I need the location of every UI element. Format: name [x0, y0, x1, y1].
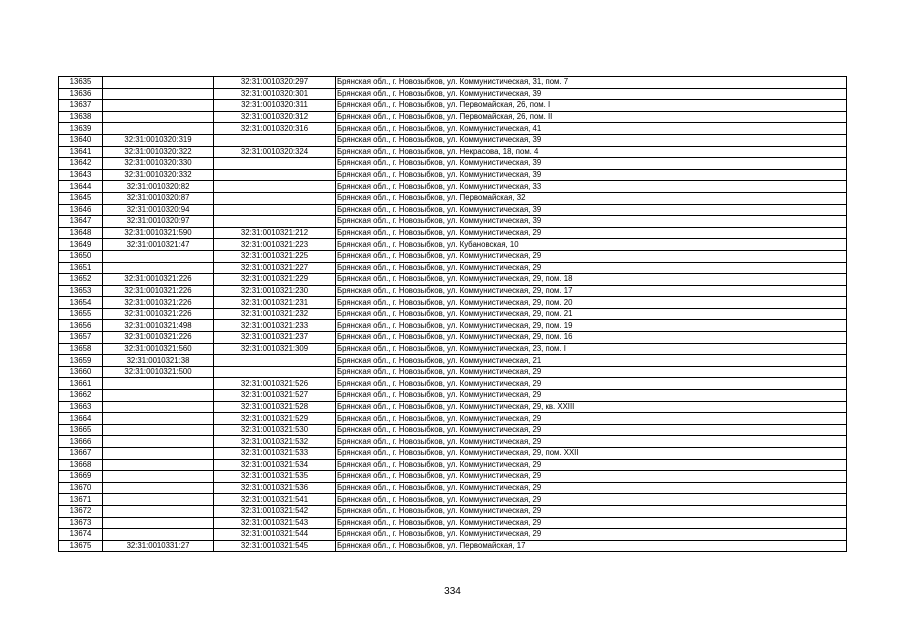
row-number-cell: 13664: [59, 413, 103, 425]
new-cadastral-number-cell: [214, 158, 336, 170]
table-row: [59, 448, 847, 460]
old-cadastral-number-cell: 32:31:0010320:87: [103, 192, 214, 204]
address-cell: Брянская обл., г. Новозыбков, ул. Кубановская, 10: [336, 239, 847, 251]
new-cadastral-number-cell: 32:31:0010321:529: [214, 413, 336, 425]
address-cell: Брянская обл., г. Новозыбков, ул. Коммунистическая, 29: [336, 436, 847, 448]
table-row: [59, 262, 847, 274]
old-cadastral-number-cell: 32:31:0010321:226: [103, 285, 214, 297]
address-cell: Брянская обл., г. Новозыбков, ул. Коммунистическая, 29: [336, 494, 847, 506]
new-cadastral-number-cell: 32:31:0010321:526: [214, 378, 336, 390]
new-cadastral-number-cell: 32:31:0010320:297: [214, 77, 336, 89]
address-cell: Брянская обл., г. Новозыбков, ул. Коммунистическая, 29: [336, 262, 847, 274]
old-cadastral-number-cell: [103, 436, 214, 448]
old-cadastral-number-cell: [103, 100, 214, 112]
table-row: [59, 529, 847, 541]
new-cadastral-number-cell: 32:31:0010320:324: [214, 146, 336, 158]
new-cadastral-number-cell: [214, 192, 336, 204]
row-number-cell: 13672: [59, 505, 103, 517]
old-cadastral-number-cell: [103, 471, 214, 483]
new-cadastral-number-cell: [214, 355, 336, 367]
old-cadastral-number-cell: [103, 123, 214, 135]
address-cell: Брянская обл., г. Новозыбков, ул. Коммунистическая, 41: [336, 123, 847, 135]
old-cadastral-number-cell: 32:31:0010321:38: [103, 355, 214, 367]
new-cadastral-number-cell: 32:31:0010321:534: [214, 459, 336, 471]
new-cadastral-number-cell: 32:31:0010321:533: [214, 448, 336, 460]
address-cell: Брянская обл., г. Новозыбков, ул. Коммунистическая, 39: [336, 158, 847, 170]
address-cell: Брянская обл., г. Новозыбков, ул. Коммунистическая, 29, пом. 20: [336, 297, 847, 309]
new-cadastral-number-cell: 32:31:0010320:312: [214, 111, 336, 123]
new-cadastral-number-cell: 32:31:0010321:541: [214, 494, 336, 506]
address-cell: Брянская обл., г. Новозыбков, ул. Первомайская, 26, пом. I: [336, 100, 847, 112]
address-cell: Брянская обл., г. Новозыбков, ул. Коммунистическая, 29: [336, 529, 847, 541]
row-number-cell: 13658: [59, 343, 103, 355]
row-number-cell: 13671: [59, 494, 103, 506]
new-cadastral-number-cell: [214, 216, 336, 228]
table-row: [59, 413, 847, 425]
table-row: [59, 204, 847, 216]
new-cadastral-number-cell: 32:31:0010321:544: [214, 529, 336, 541]
table-row: [59, 77, 847, 89]
row-number-cell: 13635: [59, 77, 103, 89]
old-cadastral-number-cell: [103, 111, 214, 123]
old-cadastral-number-cell: [103, 88, 214, 100]
old-cadastral-number-cell: [103, 529, 214, 541]
old-cadastral-number-cell: 32:31:0010320:97: [103, 216, 214, 228]
address-cell: Брянская обл., г. Новозыбков, ул. Некрасова, 18, пом. 4: [336, 146, 847, 158]
row-number-cell: 13656: [59, 320, 103, 332]
row-number-cell: 13670: [59, 482, 103, 494]
new-cadastral-number-cell: [214, 366, 336, 378]
old-cadastral-number-cell: 32:31:0010321:226: [103, 297, 214, 309]
row-number-cell: 13648: [59, 227, 103, 239]
old-cadastral-number-cell: [103, 517, 214, 529]
address-cell: Брянская обл., г. Новозыбков, ул. Коммунистическая, 39: [336, 216, 847, 228]
table-row: [59, 146, 847, 158]
new-cadastral-number-cell: [214, 134, 336, 146]
old-cadastral-number-cell: [103, 424, 214, 436]
registry-table-body: [59, 77, 847, 552]
old-cadastral-number-cell: [103, 250, 214, 262]
table-row: [59, 274, 847, 286]
new-cadastral-number-cell: 32:31:0010320:311: [214, 100, 336, 112]
address-cell: Брянская обл., г. Новозыбков, ул. Коммунистическая, 39: [336, 134, 847, 146]
table-row: [59, 320, 847, 332]
address-cell: Брянская обл., г. Новозыбков, ул. Коммунистическая, 29: [336, 378, 847, 390]
row-number-cell: 13660: [59, 366, 103, 378]
old-cadastral-number-cell: 32:31:0010321:560: [103, 343, 214, 355]
new-cadastral-number-cell: 32:31:0010321:542: [214, 505, 336, 517]
old-cadastral-number-cell: [103, 77, 214, 89]
row-number-cell: 13642: [59, 158, 103, 170]
address-cell: Брянская обл., г. Новозыбков, ул. Коммунистическая, 39: [336, 169, 847, 181]
row-number-cell: 13675: [59, 540, 103, 552]
table-row: [59, 169, 847, 181]
table-row: [59, 355, 847, 367]
table-row: [59, 111, 847, 123]
table-row: [59, 332, 847, 344]
new-cadastral-number-cell: 32:31:0010321:543: [214, 517, 336, 529]
address-cell: Брянская обл., г. Новозыбков, ул. Коммунистическая, 29, кв. XXIII: [336, 401, 847, 413]
table-row: [59, 227, 847, 239]
address-cell: Брянская обл., г. Новозыбков, ул. Коммунистическая, 31, пом. 7: [336, 77, 847, 89]
row-number-cell: 13654: [59, 297, 103, 309]
row-number-cell: 13673: [59, 517, 103, 529]
table-row: [59, 471, 847, 483]
address-cell: Брянская обл., г. Новозыбков, ул. Первомайская, 32: [336, 192, 847, 204]
address-cell: Брянская обл., г. Новозыбков, ул. Коммунистическая, 29: [336, 517, 847, 529]
page-number: 334: [444, 586, 461, 597]
address-cell: Брянская обл., г. Новозыбков, ул. Коммунистическая, 29, пом. 21: [336, 308, 847, 320]
row-number-cell: 13659: [59, 355, 103, 367]
address-cell: Брянская обл., г. Новозыбков, ул. Коммунистическая, 29, пом. 19: [336, 320, 847, 332]
new-cadastral-number-cell: 32:31:0010321:231: [214, 297, 336, 309]
new-cadastral-number-cell: 32:31:0010321:530: [214, 424, 336, 436]
new-cadastral-number-cell: 32:31:0010321:528: [214, 401, 336, 413]
address-cell: Брянская обл., г. Новозыбков, ул. Коммунистическая, 39: [336, 204, 847, 216]
row-number-cell: 13636: [59, 88, 103, 100]
old-cadastral-number-cell: 32:31:0010320:82: [103, 181, 214, 193]
old-cadastral-number-cell: [103, 459, 214, 471]
new-cadastral-number-cell: 32:31:0010321:237: [214, 332, 336, 344]
row-number-cell: 13661: [59, 378, 103, 390]
table-row: [59, 424, 847, 436]
row-number-cell: 13657: [59, 332, 103, 344]
address-cell: Брянская обл., г. Новозыбков, ул. Коммунистическая, 29: [336, 366, 847, 378]
old-cadastral-number-cell: [103, 401, 214, 413]
new-cadastral-number-cell: 32:31:0010321:212: [214, 227, 336, 239]
address-cell: Брянская обл., г. Новозыбков, ул. Коммунистическая, 29: [336, 250, 847, 262]
table-row: [59, 192, 847, 204]
new-cadastral-number-cell: 32:31:0010321:309: [214, 343, 336, 355]
address-cell: Брянская обл., г. Новозыбков, ул. Коммунистическая, 29: [336, 505, 847, 517]
table-row: [59, 482, 847, 494]
row-number-cell: 13665: [59, 424, 103, 436]
row-number-cell: 13644: [59, 181, 103, 193]
table-row: [59, 134, 847, 146]
new-cadastral-number-cell: 32:31:0010321:229: [214, 274, 336, 286]
row-number-cell: 13640: [59, 134, 103, 146]
registry-table: [58, 76, 847, 552]
address-cell: Брянская обл., г. Новозыбков, ул. Коммунистическая, 23, пом. I: [336, 343, 847, 355]
old-cadastral-number-cell: 32:31:0010321:226: [103, 308, 214, 320]
old-cadastral-number-cell: 32:31:0010321:226: [103, 332, 214, 344]
row-number-cell: 13645: [59, 192, 103, 204]
table-row: [59, 250, 847, 262]
address-cell: Брянская обл., г. Новозыбков, ул. Коммунистическая, 29, пом. XXII: [336, 448, 847, 460]
row-number-cell: 13655: [59, 308, 103, 320]
new-cadastral-number-cell: 32:31:0010321:527: [214, 390, 336, 402]
address-cell: Брянская обл., г. Новозыбков, ул. Первомайская, 17: [336, 540, 847, 552]
row-number-cell: 13646: [59, 204, 103, 216]
row-number-cell: 13666: [59, 436, 103, 448]
row-number-cell: 13668: [59, 459, 103, 471]
new-cadastral-number-cell: 32:31:0010321:227: [214, 262, 336, 274]
new-cadastral-number-cell: [214, 169, 336, 181]
row-number-cell: 13651: [59, 262, 103, 274]
new-cadastral-number-cell: 32:31:0010321:545: [214, 540, 336, 552]
table-row: [59, 459, 847, 471]
new-cadastral-number-cell: 32:31:0010321:233: [214, 320, 336, 332]
old-cadastral-number-cell: 32:31:0010320:330: [103, 158, 214, 170]
table-row: [59, 216, 847, 228]
row-number-cell: 13650: [59, 250, 103, 262]
table-row: [59, 181, 847, 193]
table-row: [59, 517, 847, 529]
row-number-cell: 13663: [59, 401, 103, 413]
address-cell: Брянская обл., г. Новозыбков, ул. Коммунистическая, 29, пом. 16: [336, 332, 847, 344]
row-number-cell: 13647: [59, 216, 103, 228]
old-cadastral-number-cell: 32:31:0010321:47: [103, 239, 214, 251]
row-number-cell: 13639: [59, 123, 103, 135]
old-cadastral-number-cell: [103, 378, 214, 390]
row-number-cell: 13667: [59, 448, 103, 460]
address-cell: Брянская обл., г. Новозыбков, ул. Первомайская, 26, пом. II: [336, 111, 847, 123]
table-row: [59, 366, 847, 378]
old-cadastral-number-cell: 32:31:0010321:500: [103, 366, 214, 378]
table-row: [59, 378, 847, 390]
new-cadastral-number-cell: 32:31:0010321:535: [214, 471, 336, 483]
old-cadastral-number-cell: 32:31:0010321:226: [103, 274, 214, 286]
row-number-cell: 13653: [59, 285, 103, 297]
address-cell: Брянская обл., г. Новозыбков, ул. Коммунистическая, 33: [336, 181, 847, 193]
table-row: [59, 390, 847, 402]
old-cadastral-number-cell: [103, 494, 214, 506]
old-cadastral-number-cell: [103, 413, 214, 425]
table-row: [59, 343, 847, 355]
new-cadastral-number-cell: 32:31:0010320:301: [214, 88, 336, 100]
table-row: [59, 123, 847, 135]
address-cell: Брянская обл., г. Новозыбков, ул. Коммунистическая, 29, пом. 18: [336, 274, 847, 286]
address-cell: Брянская обл., г. Новозыбков, ул. Коммунистическая, 39: [336, 88, 847, 100]
row-number-cell: 13669: [59, 471, 103, 483]
old-cadastral-number-cell: [103, 262, 214, 274]
new-cadastral-number-cell: 32:31:0010321:532: [214, 436, 336, 448]
old-cadastral-number-cell: 32:31:0010331:27: [103, 540, 214, 552]
table-row: [59, 239, 847, 251]
table-row: [59, 308, 847, 320]
new-cadastral-number-cell: 32:31:0010321:230: [214, 285, 336, 297]
old-cadastral-number-cell: 32:31:0010320:94: [103, 204, 214, 216]
old-cadastral-number-cell: 32:31:0010320:319: [103, 134, 214, 146]
address-cell: Брянская обл., г. Новозыбков, ул. Коммунистическая, 21: [336, 355, 847, 367]
table-row: [59, 505, 847, 517]
new-cadastral-number-cell: 32:31:0010320:316: [214, 123, 336, 135]
row-number-cell: 13637: [59, 100, 103, 112]
old-cadastral-number-cell: [103, 390, 214, 402]
new-cadastral-number-cell: 32:31:0010321:225: [214, 250, 336, 262]
new-cadastral-number-cell: 32:31:0010321:536: [214, 482, 336, 494]
new-cadastral-number-cell: [214, 204, 336, 216]
table-row: [59, 401, 847, 413]
old-cadastral-number-cell: [103, 448, 214, 460]
old-cadastral-number-cell: 32:31:0010321:590: [103, 227, 214, 239]
old-cadastral-number-cell: 32:31:0010320:332: [103, 169, 214, 181]
row-number-cell: 13641: [59, 146, 103, 158]
table-row: [59, 88, 847, 100]
row-number-cell: 13674: [59, 529, 103, 541]
table-row: [59, 100, 847, 112]
table-row: [59, 158, 847, 170]
table-row: [59, 285, 847, 297]
table-row: [59, 540, 847, 552]
new-cadastral-number-cell: [214, 181, 336, 193]
address-cell: Брянская обл., г. Новозыбков, ул. Коммунистическая, 29: [336, 471, 847, 483]
address-cell: Брянская обл., г. Новозыбков, ул. Коммунистическая, 29: [336, 482, 847, 494]
row-number-cell: 13649: [59, 239, 103, 251]
row-number-cell: 13638: [59, 111, 103, 123]
row-number-cell: 13643: [59, 169, 103, 181]
old-cadastral-number-cell: [103, 505, 214, 517]
address-cell: Брянская обл., г. Новозыбков, ул. Коммунистическая, 29: [336, 459, 847, 471]
old-cadastral-number-cell: 32:31:0010320:322: [103, 146, 214, 158]
address-cell: Брянская обл., г. Новозыбков, ул. Коммунистическая, 29: [336, 227, 847, 239]
new-cadastral-number-cell: 32:31:0010321:223: [214, 239, 336, 251]
table-row: [59, 436, 847, 448]
address-cell: Брянская обл., г. Новозыбков, ул. Коммунистическая, 29: [336, 390, 847, 402]
old-cadastral-number-cell: 32:31:0010321:498: [103, 320, 214, 332]
row-number-cell: 13662: [59, 390, 103, 402]
table-row: [59, 494, 847, 506]
address-cell: Брянская обл., г. Новозыбков, ул. Коммунистическая, 29, пом. 17: [336, 285, 847, 297]
old-cadastral-number-cell: [103, 482, 214, 494]
address-cell: Брянская обл., г. Новозыбков, ул. Коммунистическая, 29: [336, 424, 847, 436]
address-cell: Брянская обл., г. Новозыбков, ул. Коммунистическая, 29: [336, 413, 847, 425]
row-number-cell: 13652: [59, 274, 103, 286]
table-row: [59, 297, 847, 309]
new-cadastral-number-cell: 32:31:0010321:232: [214, 308, 336, 320]
